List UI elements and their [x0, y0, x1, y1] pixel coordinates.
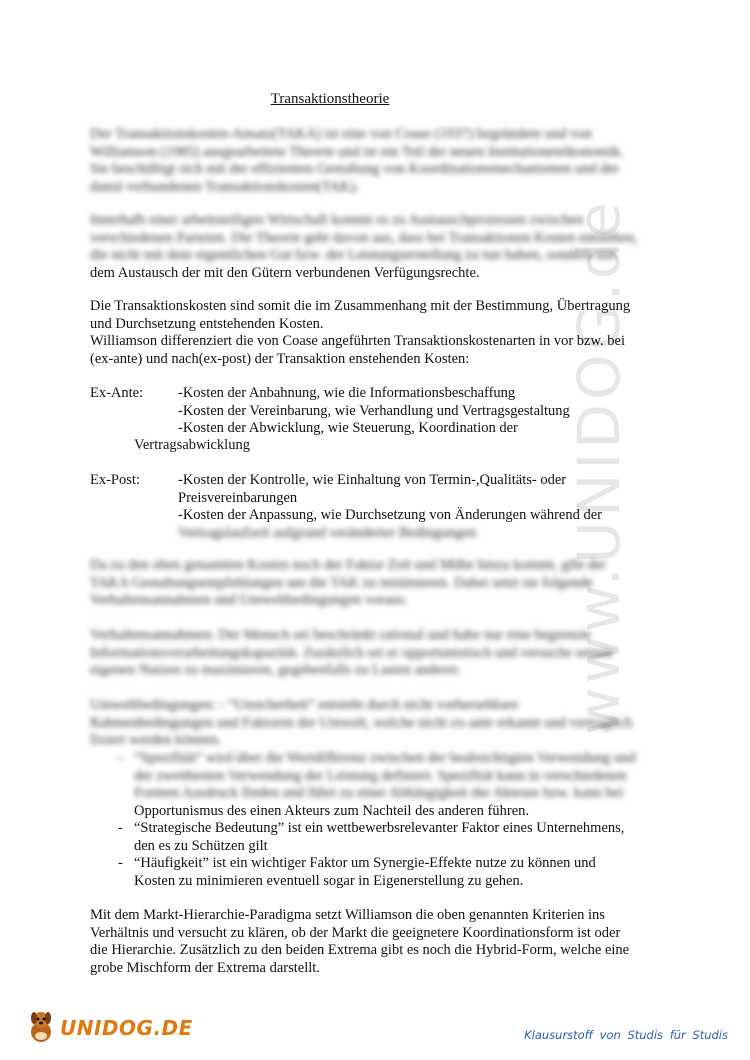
- logo-text: UNIDOG.DE: [60, 1016, 193, 1040]
- environment-paragraph: Umweltbedingungen: - “Unsicherheit” entsteht durch nicht vorhersehbare Rahmenbedingungen und Faktoren der Umwelt, welche nicht ex-ante erkannt und vertraglich fixiert werden können.: [90, 697, 633, 748]
- bullet-frequency: - “Häufigkeit” ist ein wichtiger Faktor um Synergie-Effekte nutze zu können und Kosten zu minimieren eventuell sogar in Eigenerstellung zu gehen.: [118, 855, 596, 889]
- ex-ante-label: Ex-Ante:: [90, 385, 144, 401]
- bullet-strategic-importance: - “Strategische Bedeutung” ist ein wettbewerbsrelevanter Faktor eines Unternehmens, den es zu Schützen gilt: [118, 820, 625, 854]
- assumptions-paragraph: Da zu den oben genannten Kosten noch der Faktor Zeit und Mühe hinzu kommt, gibt der TAKA Gestaltungsempfehlungen um die TAK zu minimieren. Dabei setzt sie folgende Verhaltensannahmen und Umweltbedingungen voraus:: [90, 557, 607, 608]
- intro-paragraph: Der Transaktionskosten-Ansatz(TAKA) ist eine von Coase (1937) begründete und von Williamson (1985) ausgearbeitete Theorie und ist ein Teil der neuen Institutionenökonomik. Sie beschäftigt sich mit der effizienten Gestaltung von Koordinationsmechanismen und der damit verbundenen Transaktionskosten(TAK).: [90, 126, 624, 195]
- bullet-specificity: - “Spezifität” wird über die Wertdifferenz zwischen der beabsichtigten Verwendung und der zweitbesten Verwendung der Leistung definiert. Spezifität kann in verschiedenen Formen Ausdruck finden und führt zu einer Abhängigkeit der Akteure bzw. kann bei Opportunismus des einen Akteurs zum Nachteil des anderen führen.: [118, 750, 636, 819]
- footer-tagline: Klausurstoff von Studis für Studis: [524, 1028, 728, 1042]
- exchange-paragraph: Innerhalb einer arbeitsteiligen Wirtschaft kommt es zu Austauschprozessen zwischen verschiedenen Parteien. Die Theorie geht davon aus, dass bei Transaktionen Kosten entstehen, die nicht mit dem eigentlichen Gut bzw. der Leistungserstellung zu tun haben, sondern mit dem Austausch der mit den Gütern verbundenen Verfügungsrechte.: [90, 212, 660, 282]
- dog-mascot-icon: [26, 1008, 56, 1049]
- ex-post-label: Ex-Post:: [90, 472, 140, 488]
- closing-paragraph: Mit dem Markt-Hierarchie-Paradigma setzt Williamson die oben genannten Kriterien ins Verhältnis und versucht zu klären, ob der Markt die geeignetere Koordinationsform ist oder die Hierarchie. Zusätzlich zu den beiden Extrema gibt es noch die Hybrid-Form, welche eine grobe Mischform der Extrema darstellt.: [90, 907, 630, 976]
- watermark-text: www.UNIDOG.de: [565, 198, 633, 735]
- page-title: Transaktionstheorie: [270, 91, 390, 107]
- ex-post-list: -Kosten der Kontrolle, wie Einhaltung von Termin-,Qualitäts- oder Preisvereinbarungen -Kosten der Anpassung, wie Durchsetzung von Änderungen während der Vertragslaufzeit aufgrund veränderter Bedingungen: [178, 472, 603, 541]
- costs-paragraph: Die Transaktionskosten sind somit die im Zusammenhang mit der Bestimmung, Übertragung und Durchsetzung entstehenden Kosten. Williamson differenziert die von Coase angeführten Transaktionskostenarten in vor bzw. bei (ex-ante) und nach(ex-post) der Transaktion enstehenden Kosten:: [90, 298, 631, 367]
- ex-ante-continuation: Vertragsabwicklung: [134, 437, 250, 453]
- ex-ante-list: -Kosten der Anbahnung, wie die Informationsbeschaffung -Kosten der Vereinbarung, wie Verhandlung und Vertragsgestaltung -Kosten der Abwicklung, wie Steuerung, Koordination der: [178, 385, 570, 436]
- unidog-logo[interactable]: [26, 1008, 193, 1048]
- exchange-line: dem Austausch der mit den Gütern verbundenen Verfügungsrechte.: [90, 264, 480, 281]
- behavior-paragraph: Verhaltensannahmen: Der Mensch sei beschränkt rational und habe nur eine begrenzte Informationsverarbeitungskapazität. Zusätzlich sei er opportunistisch und versuche seinen eigenen Nutzen zu maximieren, gegebenfalls zu Lasten anderer.: [90, 627, 613, 678]
